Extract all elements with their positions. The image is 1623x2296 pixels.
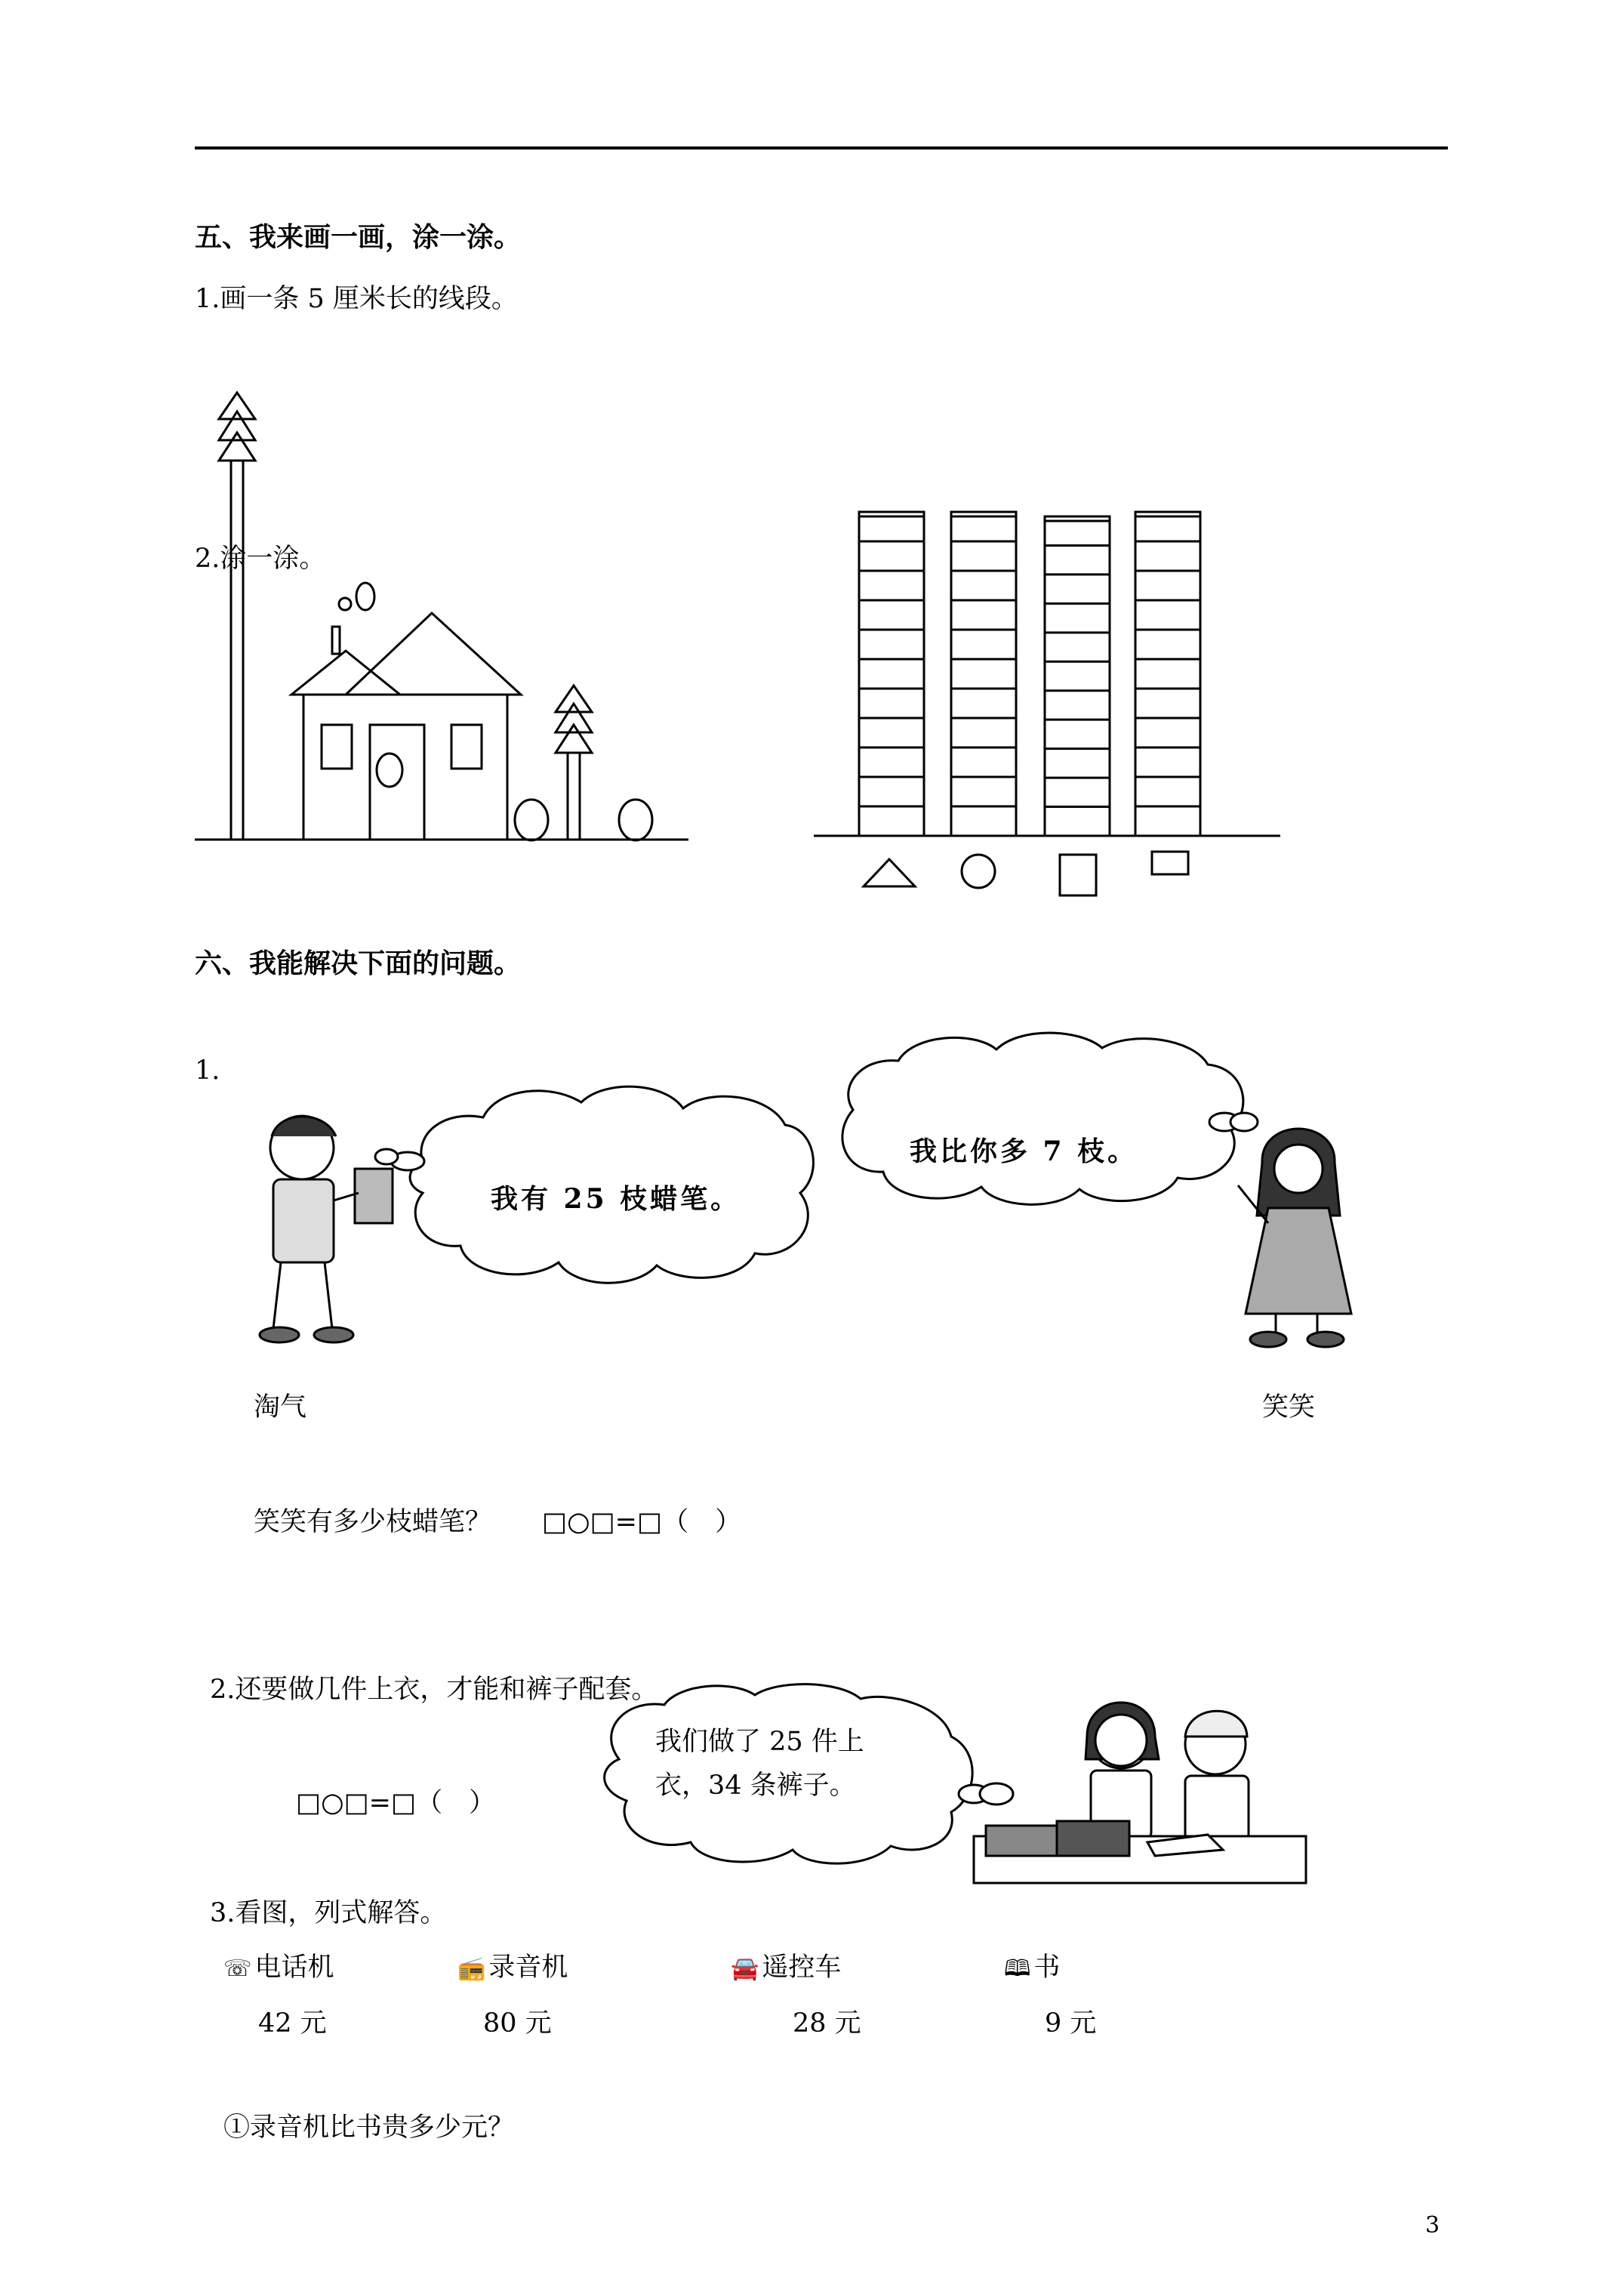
remote-car-icon: 🚘 <box>731 1955 759 1982</box>
item-book <box>1004 1946 1060 1990</box>
tailors-bubble-line-2: 衣，34 条裤子。 <box>655 1771 856 1801</box>
price-telephone: 42 元 <box>258 2008 327 2039</box>
question-3-sub-1: ①录音机比书贵多少元？ <box>223 2113 515 2143</box>
boy-bubble-text: 我有 25 枝蜡笔。 <box>491 1183 741 1215</box>
item-tape-recorder <box>457 1946 568 1984</box>
item-name: 电话机 <box>254 1952 334 1983</box>
item-telephone <box>223 1946 334 1984</box>
price-tape-recorder: 80 元 <box>483 2008 552 2039</box>
section5-question-2: 2.涂一涂。 <box>195 544 326 574</box>
question-1-formula: □○□=□（ ） <box>542 1507 742 1537</box>
telephone-icon: ☏ <box>223 1955 252 1982</box>
boy-name-label: 淘气 <box>254 1392 307 1422</box>
question-2-formula: □○□=□（ ） <box>296 1788 496 1818</box>
question-3-title: 3.看图，列式解答。 <box>210 1898 447 1928</box>
price-book: 9 元 <box>1045 2008 1097 2039</box>
tape-recorder-icon: 📻 <box>457 1955 486 1982</box>
price-remote-car: 28 元 <box>793 2008 861 2039</box>
page-number: 3 <box>1425 2212 1440 2239</box>
question-1-text: 笑笑有多少枝蜡笔？ <box>254 1507 492 1537</box>
item-name: 录音机 <box>488 1952 568 1983</box>
section5-title: 五、我来画一画，涂一涂。 <box>195 221 522 253</box>
tailors-bubble-tail-2 <box>980 1783 1013 1804</box>
girl-name-label: 笑笑 <box>1262 1392 1316 1422</box>
section5-question-1: 1.画一条 5 厘米长的线段。 <box>195 284 518 314</box>
tailors-figures <box>974 1703 1306 1883</box>
section6-question-1-number: 1. <box>195 1056 220 1086</box>
girl-bubble-text: 我比你多 7 枝。 <box>910 1136 1138 1167</box>
tailors-bubble-line-1: 我们做了 25 件上 <box>655 1727 864 1757</box>
item-name: 书 <box>1033 1952 1061 1983</box>
book-icon: 🕮 <box>1004 1955 1031 1982</box>
item-remote-car <box>731 1946 841 1984</box>
question-2-title: 2.还要做几件上衣，才能和裤子配套。 <box>210 1675 658 1705</box>
section6-title: 六、我能解决下面的问题。 <box>195 948 522 979</box>
item-name: 遥控车 <box>762 1952 842 1983</box>
